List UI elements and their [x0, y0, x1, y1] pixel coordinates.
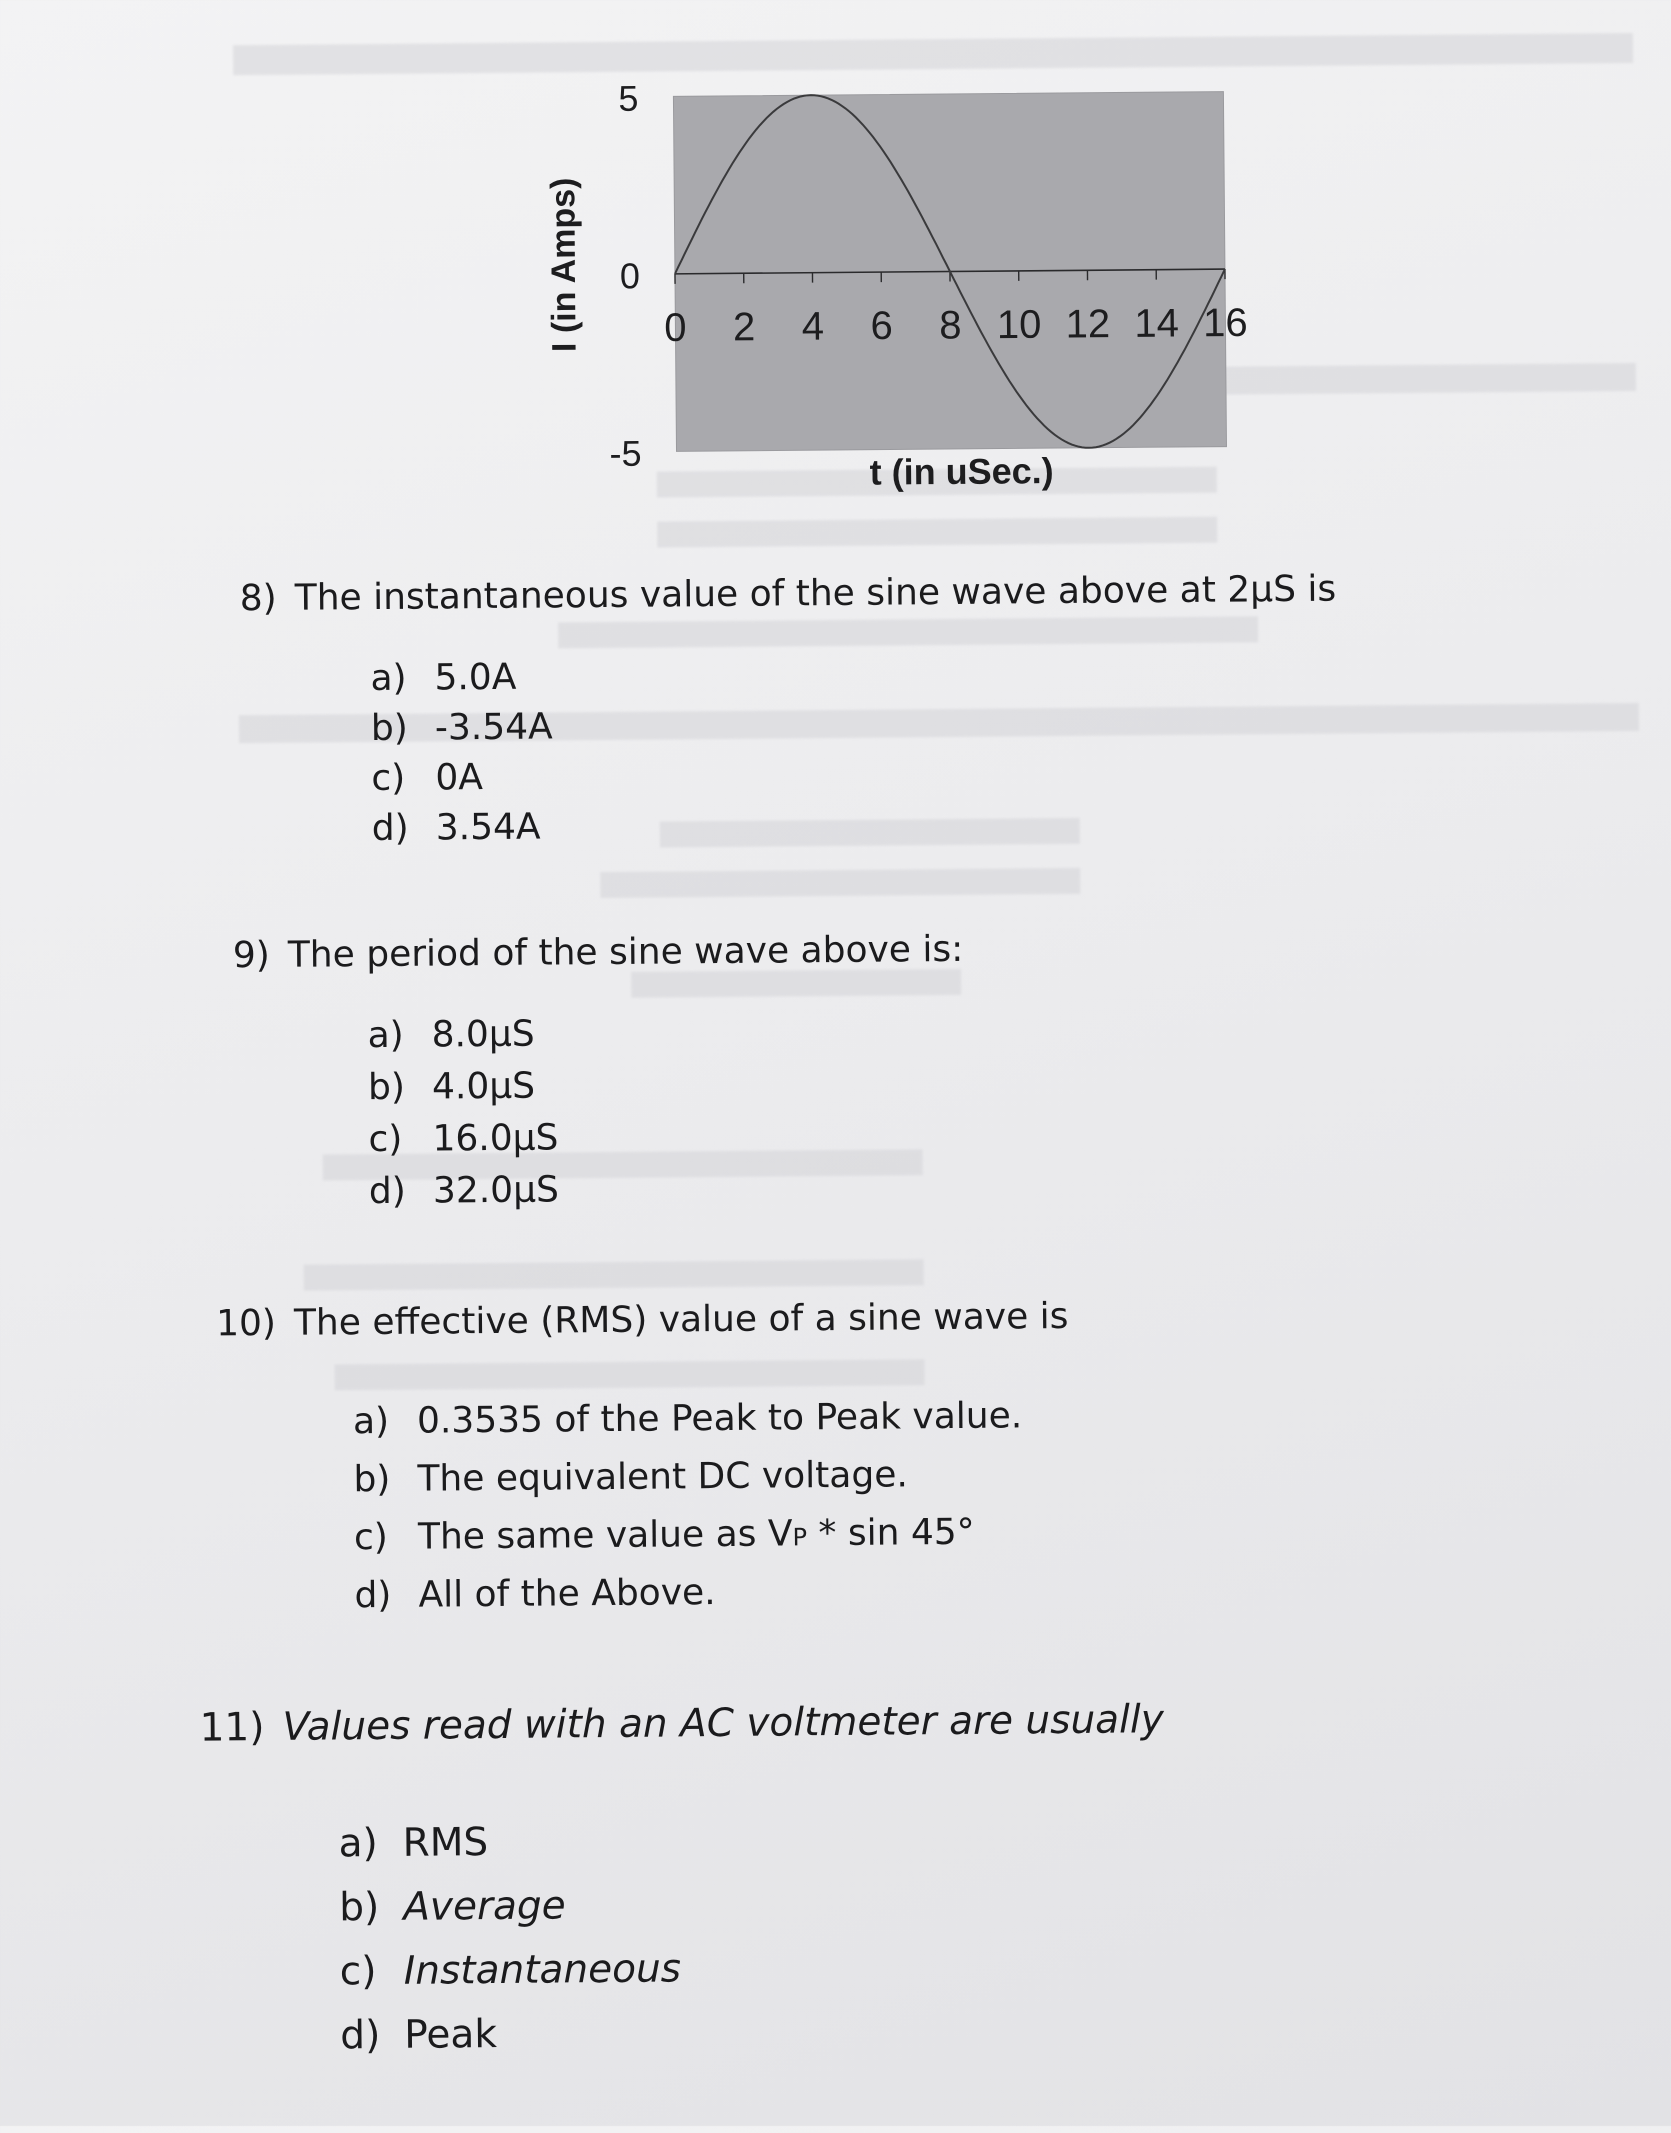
option-label: d)	[372, 807, 436, 849]
option-text: Instantaneous	[404, 1946, 682, 1993]
option-text-pre: The same value as V	[418, 1513, 793, 1557]
data-point	[742, 147, 744, 149]
x-tick-label: 0	[664, 306, 687, 350]
question-number: 8)	[240, 578, 277, 619]
option-text: -3.54A	[435, 706, 553, 748]
option-d[interactable]	[369, 1166, 966, 1223]
options-list	[338, 1814, 1166, 2077]
question-text: The period of the sine wave above is:	[288, 929, 964, 976]
question-text: Values read with an AC voltmeter are usually	[282, 1697, 1164, 1750]
option-text: 5.0A	[434, 657, 516, 699]
question-10-stem	[216, 1296, 1069, 1344]
option-text: All of the Above.	[418, 1572, 715, 1616]
data-point	[674, 273, 676, 275]
option-a[interactable]	[353, 1395, 1070, 1459]
option-b[interactable]	[339, 1878, 1166, 1949]
option-text: RMS	[402, 1820, 488, 1866]
question-10	[216, 1296, 1071, 1634]
option-c[interactable]	[340, 1942, 1167, 2013]
option-label: d)	[369, 1171, 433, 1213]
option-label: a)	[338, 1821, 402, 1867]
option-text: The equivalent DC voltage.	[417, 1454, 908, 1499]
x-axis-title: t (in uSec.)	[870, 450, 1054, 493]
data-point	[984, 338, 986, 340]
option-label: a)	[370, 657, 434, 699]
question-8-stem	[240, 569, 1337, 620]
data-point	[1224, 268, 1226, 270]
data-point	[1190, 336, 1192, 338]
option-b[interactable]	[371, 700, 1338, 758]
x-tick-label: 8	[939, 303, 962, 347]
question-number: 9)	[233, 935, 270, 976]
option-label: c)	[368, 1119, 432, 1161]
option-text: 0.3535 of the Peak to Peak value.	[417, 1395, 1023, 1441]
x-tick-label: 2	[733, 305, 756, 349]
option-d[interactable]	[372, 800, 1339, 858]
option-label: b)	[339, 1885, 403, 1931]
option-label: b)	[371, 707, 435, 749]
question-number: 11)	[199, 1705, 264, 1751]
question-9-stem	[233, 929, 964, 976]
option-text-post: * sin 45°	[807, 1512, 975, 1554]
option-c[interactable]	[354, 1511, 1071, 1575]
question-9	[233, 929, 966, 1224]
data-point	[708, 205, 710, 207]
option-a[interactable]	[338, 1814, 1165, 1885]
option-label: d)	[340, 2013, 404, 2059]
option-text: 4.0µS	[432, 1066, 535, 1108]
data-point	[949, 271, 951, 273]
option-text: Peak	[404, 2012, 497, 2058]
option-a[interactable]	[367, 1010, 964, 1067]
option-text: 8.0µS	[431, 1014, 534, 1056]
data-point	[845, 108, 847, 110]
option-d[interactable]	[354, 1569, 1071, 1633]
y-axis-title: I (in Amps)	[544, 177, 584, 352]
option-label: b)	[368, 1067, 432, 1109]
option-label: c)	[371, 757, 435, 799]
data-point	[776, 108, 778, 110]
options-list	[353, 1395, 1071, 1633]
data-point	[1122, 433, 1124, 435]
option-a[interactable]	[370, 650, 1337, 708]
sine-wave-chart	[523, 56, 1267, 502]
option-text: 16.0µS	[432, 1117, 558, 1159]
question-text: The instantaneous value of the sine wave above at 2µS is	[295, 569, 1337, 619]
option-label: d)	[354, 1575, 418, 1617]
option-text-subscript: P	[792, 1523, 807, 1551]
x-tick-label: 16	[1203, 301, 1248, 345]
options-list	[367, 1010, 965, 1223]
data-point	[1088, 447, 1090, 449]
x-tick-label: 12	[1065, 302, 1110, 346]
x-tick-label: 14	[1134, 301, 1179, 345]
x-tick-label: 4	[802, 305, 825, 349]
question-text: The effective (RMS) value of a sine wave is	[294, 1296, 1069, 1344]
x-tick-label: 6	[870, 304, 893, 348]
data-point	[810, 94, 812, 96]
option-label: a)	[367, 1015, 431, 1057]
question-8	[240, 569, 1339, 860]
options-list	[370, 650, 1338, 858]
option-c[interactable]	[371, 750, 1338, 808]
option-label: b)	[353, 1459, 417, 1501]
option-d[interactable]	[340, 2006, 1167, 2077]
option-label: a)	[353, 1401, 417, 1443]
option-text: 3.54A	[436, 807, 541, 849]
y-tick-label: -5	[609, 433, 641, 474]
data-point	[1054, 434, 1056, 436]
x-tick-label: 10	[997, 303, 1042, 347]
data-point	[914, 203, 916, 205]
data-point	[1019, 396, 1021, 398]
data-point	[879, 146, 881, 148]
y-tick-label: 0	[620, 255, 640, 296]
question-number: 10)	[216, 1303, 276, 1345]
option-text: 0A	[435, 757, 483, 798]
data-point	[1156, 395, 1158, 397]
question-11-stem	[199, 1697, 1164, 1750]
option-label: c)	[340, 1949, 404, 1995]
y-tick-label: 5	[618, 78, 638, 119]
option-b[interactable]	[353, 1453, 1070, 1517]
option-b[interactable]	[368, 1062, 965, 1119]
question-11	[199, 1697, 1166, 2078]
option-text: 32.0µS	[433, 1169, 559, 1211]
option-text: Average	[403, 1883, 566, 1929]
option-c[interactable]	[368, 1114, 965, 1171]
option-label: c)	[354, 1517, 418, 1559]
